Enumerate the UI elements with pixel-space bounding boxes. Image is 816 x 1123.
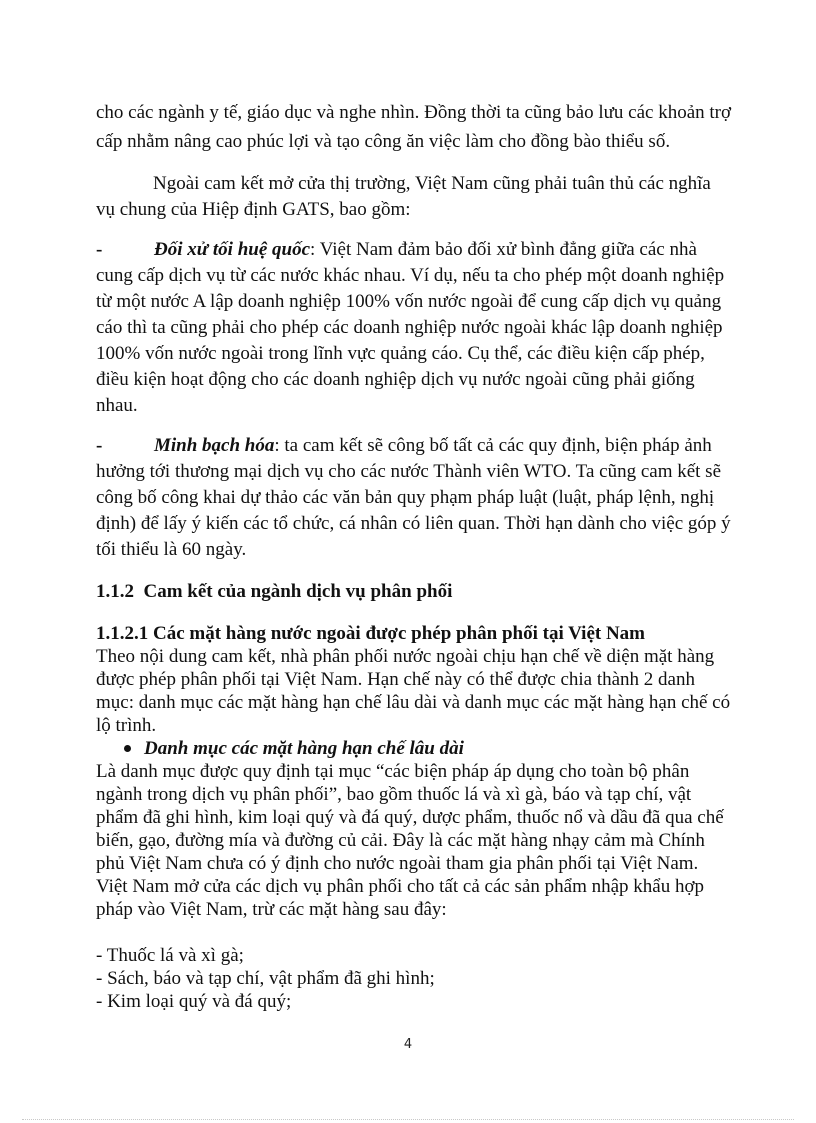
paragraph-line: cho các ngành y tế, giáo dục và nghe nhìn. Đồng thời ta cũng bảo lưu các khoản trợ <box>96 102 732 123</box>
paragraph-line: được phép phân phối tại Việt Nam. Hạn chế này có thể được chia thành 2 danh <box>96 669 695 690</box>
mfn-text: : Việt Nam đảm bảo đối xử bình đẳng giữa các nhà <box>310 239 697 260</box>
paragraph-line: cáo thì ta cũng phải cho phép các doanh nghiệp nước ngoài khác lập doanh nghiệp <box>96 317 723 338</box>
transparency-item-first-line <box>96 434 712 458</box>
paragraph-line: pháp vào Việt Nam, trừ các mặt hàng sau đây: <box>96 899 447 920</box>
mfn-item-first-line <box>96 238 697 262</box>
paragraph-line: điều kiện hoạt động cho các doanh nghiệp dịch vụ nước ngoài cũng phải giống <box>96 369 695 390</box>
paragraph-line: tối thiểu là 60 ngày. <box>96 539 247 560</box>
paragraph-line: ngành trong dịch vụ phân phối”, bao gồm thuốc lá và xì gà, báo và tạp chí, vật <box>96 784 692 805</box>
list-item: - Thuốc lá và xì gà; <box>96 945 244 966</box>
bullet-icon <box>124 745 131 752</box>
paragraph-line: Việt Nam mở cửa các dịch vụ phân phối cho tất cả các sản phẩm nhập khẩu hợp <box>96 876 705 897</box>
section-number: 1.1.2 <box>96 581 134 602</box>
paragraph-line: cấp nhằm nâng cao phúc lợi và tạo công ăn việc làm cho đồng bào thiểu số. <box>96 131 671 152</box>
mfn-term: Đối xử tối huệ quốc <box>154 239 311 260</box>
bullet-heading: Danh mục các mặt hàng hạn chế lâu dài <box>144 738 464 759</box>
list-dash: - <box>96 435 103 456</box>
paragraph-line: cung cấp dịch vụ từ các nước khác nhau. Ví dụ, nếu ta cho phép một doanh nghiệp <box>96 265 725 286</box>
transparency-term: Minh bạch hóa <box>154 435 275 456</box>
page-bottom-divider <box>22 1119 794 1120</box>
paragraph-line: nhau. <box>96 395 138 416</box>
transparency-text: : ta cam kết sẽ công bố tất cả các quy định, biện pháp ảnh <box>274 435 712 456</box>
paragraph-line: hưởng tới thương mại dịch vụ cho các nước Thành viên WTO. Ta cũng cam kết sẽ <box>96 461 722 482</box>
page-number: 4 <box>403 1037 413 1052</box>
paragraph-line: lộ trình. <box>96 715 157 736</box>
section-title: Cam kết của ngành dịch vụ phân phối <box>143 581 453 602</box>
paragraph-line: Theo nội dung cam kết, nhà phân phối nước ngoài chịu hạn chế về diện mặt hàng <box>96 646 715 667</box>
paragraph-line: 100% vốn nước ngoài trong lĩnh vực quảng cáo. Cụ thể, các điều kiện cấp phép, <box>96 343 705 364</box>
paragraph-line: định) để lấy ý kiến các tổ chức, cá nhân có liên quan. Thời hạn dành cho việc góp ý <box>96 513 731 534</box>
paragraph-line: phẩm đã ghi hình, kim loại quý và đá quý, dược phẩm, thuốc nổ và dầu đã qua chế <box>96 807 724 828</box>
section-heading-1-1-2 <box>96 580 452 604</box>
list-dash: - <box>96 239 103 260</box>
paragraph-line: Là danh mục được quy định tại mục “các biện pháp áp dụng cho toàn bộ phân <box>96 761 690 782</box>
paragraph-line: biến, gạo, đường mía và đường củ cải. Đây là các mặt hàng nhạy cảm mà Chính <box>96 830 705 851</box>
paragraph-line: Ngoài cam kết mở cửa thị trường, Việt Nam cũng phải tuân thủ các nghĩa <box>153 173 711 194</box>
subsection-heading-1-1-2-1: 1.1.2.1 Các mặt hàng nước ngoài được phép phân phối tại Việt Nam <box>96 623 645 644</box>
paragraph-line: công bố công khai dự thảo các văn bản quy phạm pháp luật (luật, pháp lệnh, nghị <box>96 487 715 508</box>
paragraph-line: mục: danh mục các mặt hàng hạn chế lâu dài và danh mục các mặt hàng hạn chế có <box>96 692 731 713</box>
paragraph-line: từ một nước A lập doanh nghiệp 100% vốn nước ngoài để cung cấp dịch vụ quảng <box>96 291 722 312</box>
paragraph-line: phủ Việt Nam chưa có ý định cho nước ngoài tham gia phân phối tại Việt Nam. <box>96 853 699 874</box>
list-item: - Kim loại quý và đá quý; <box>96 991 292 1012</box>
paragraph-line: vụ chung của Hiệp định GATS, bao gồm: <box>96 199 411 220</box>
list-item: - Sách, báo và tạp chí, vật phẩm đã ghi hình; <box>96 968 435 989</box>
